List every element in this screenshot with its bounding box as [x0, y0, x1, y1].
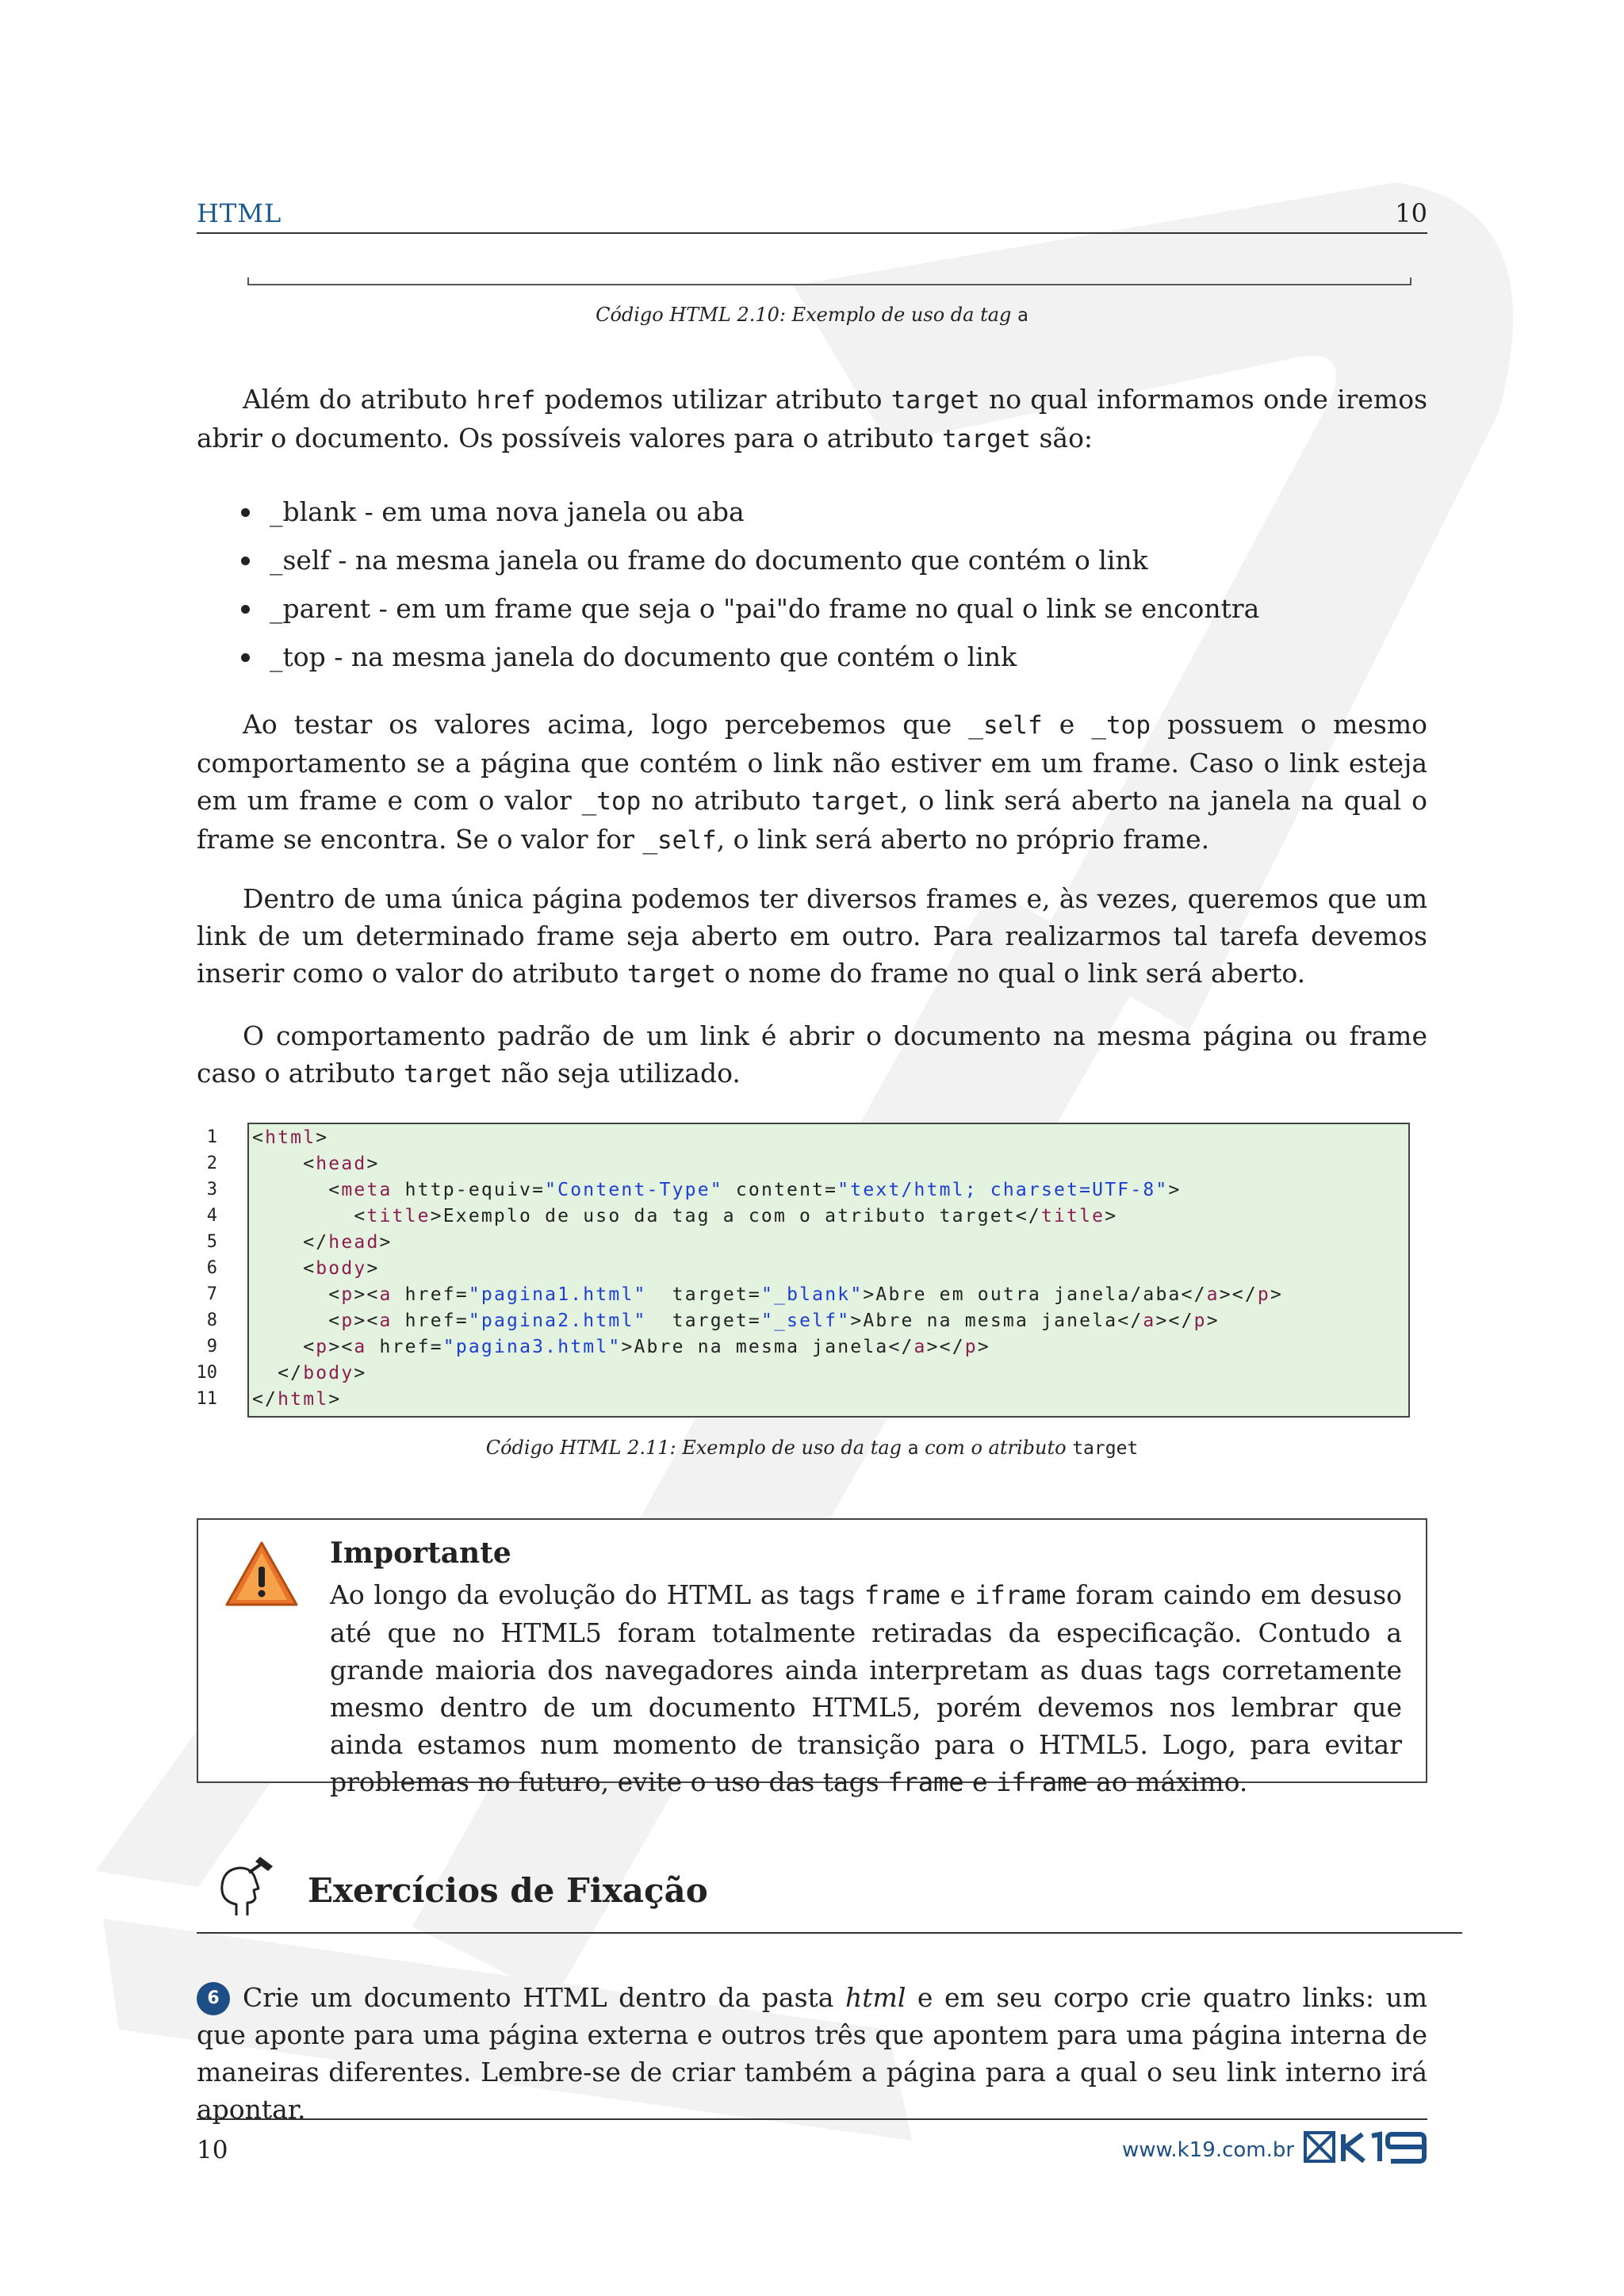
important-text: Ao longo da evolução do HTML as tags frame e iframe foram caindo em desuso até que no HTML5 foram totalmente retiradas da especificação. Contudo a grande maioria dos navegadores ainda interpretam as duas tags corretamente mesmo dentro de um documento HTML5, porém devemos nos lembrar que ainda estamos num momento de transição para o HTML5. Logo, para evitar problemas no futuro, evite o uso das tags frame e iframe ao máximo. [330, 1579, 1402, 1797]
list-item: _top - na mesma janela do documento que contém o link [238, 633, 1259, 681]
code-line-number: 8 [206, 1311, 217, 1330]
code-line: </html> [252, 1389, 342, 1410]
footer-url[interactable]: www.k19.com.br [1122, 2138, 1295, 2162]
code-line: <p><a href="pagina1.html" target="_blank">Abre em outra janela/aba</a></p> [252, 1284, 1283, 1305]
code-line: <meta http-equiv="Content-Type" content="text/html; charset=UTF-8"> [252, 1180, 1182, 1200]
code-caption-2-11: Código HTML 2.11: Exemplo de uso da tag a com o atributo target [485, 1437, 1139, 1459]
code-line-number: 9 [206, 1337, 217, 1357]
intro-paragraph: Além do atributo href podemos utilizar atributo target no qual informamos onde iremos abrir o documento. Os possíveis valores para o atributo target são: [197, 384, 1428, 453]
exercises-rule [197, 1932, 1462, 1934]
code-listing-box [247, 1123, 1410, 1418]
code-line-number: 11 [196, 1389, 217, 1409]
exercise-text: Crie um documento HTML dentro da pasta html e em seu corpo crie quatro links: um que aponte para uma página externa e outros três que apontem para uma página interna de maneiras diferentes. Lembre-se de criar também a página para a qual o seu link interno irá apontar. [197, 1982, 1428, 2125]
k19-logo [1304, 2130, 1429, 2164]
running-header-page-number: 10 [1395, 198, 1427, 228]
paragraph-default-behaviour: O comportamento padrão de um link é abrir o documento na mesma página ou frame caso o atributo target não seja utilizado. [197, 1020, 1427, 1089]
header-rule [197, 232, 1427, 234]
list-item: _parent - em um frame que seja o "pai"do frame no qual o link se encontra [238, 584, 1259, 633]
code-line-number: 5 [206, 1232, 217, 1252]
code-line: <p><a href="pagina3.html">Abre na mesma janela</a></p> [252, 1337, 990, 1357]
paragraph-self-top: Ao testar os valores acima, logo percebemos que _self e _top possuem o mesmo comportamento se a página que contém o link não estiver em um frame. Caso o link esteja em um frame e com o valor _top no atributo target, o link será aberto na janela na qual o frame se encontra. Se o valor for _self, o link será aberto no próprio frame. [197, 709, 1427, 855]
code-line: <body> [252, 1258, 380, 1279]
code-line-number: 3 [206, 1180, 217, 1200]
code-line-number: 4 [206, 1206, 217, 1226]
footer-rule [197, 2118, 1427, 2120]
list-item: _blank - em uma nova janela ou aba [238, 488, 1259, 536]
previous-code-listing-edge [247, 277, 1411, 285]
list-item: _self - na mesma janela ou frame do documento que contém o link [238, 536, 1259, 584]
code-line: <html> [252, 1127, 329, 1148]
head-with-hammer-icon [213, 1855, 281, 1920]
code-line: </head> [252, 1232, 393, 1253]
code-line-number: 1 [206, 1127, 217, 1147]
code-line: </body> [252, 1363, 367, 1383]
code-line-number: 2 [206, 1154, 217, 1173]
code-line: <head> [252, 1154, 380, 1174]
running-header-section: HTML [197, 198, 282, 228]
code-line: <title>Exemplo de uso da tag a com o atributo target</title> [252, 1206, 1118, 1226]
footer-page-number: 10 [197, 2136, 228, 2164]
code-caption-2-10: Código HTML 2.10: Exemplo de uso da tag a [596, 304, 1028, 326]
paragraph-frames: Dentro de uma única página podemos ter diversos frames e, às vezes, queremos que um link de um determinado frame seja aberto em outro. Para realizarmos tal tarefa devemos inserir como o valor do atributo target o nome do frame no qual o link será aberto. [197, 883, 1427, 989]
important-title: Importante [330, 1536, 511, 1570]
code-line-number: 7 [206, 1284, 217, 1304]
target-values-list [238, 488, 1259, 681]
code-line-number: 10 [196, 1363, 217, 1383]
exercise-number-badge: 6 [197, 1982, 230, 2015]
code-line: <p><a href="pagina2.html" target="_self">Abre na mesma janela</a></p> [252, 1311, 1220, 1331]
code-line-number: 6 [206, 1258, 217, 1278]
exercises-heading: Exercícios de Fixação [308, 1871, 708, 1910]
